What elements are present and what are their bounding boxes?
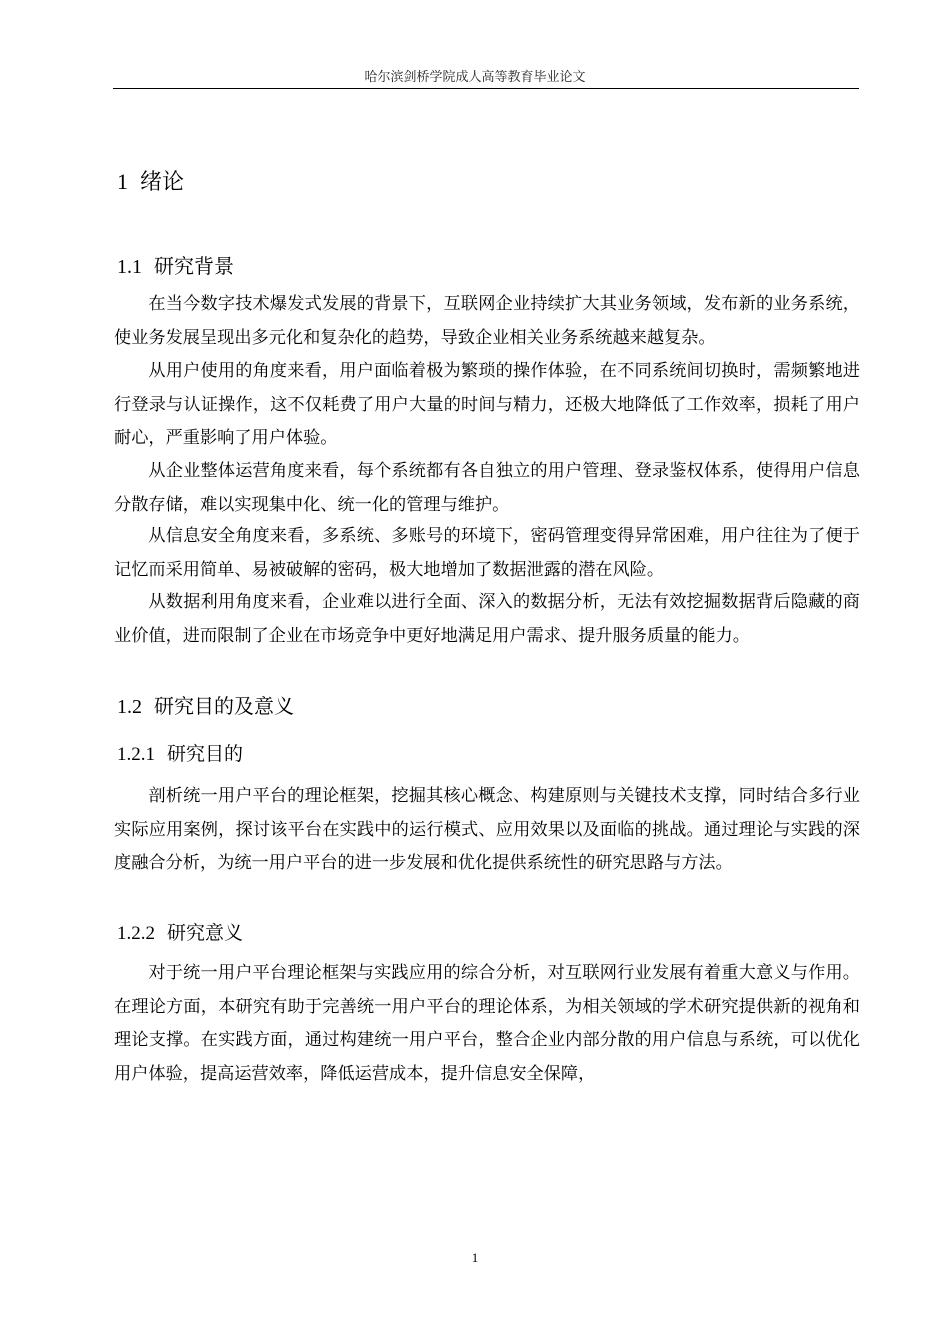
chapter-heading [117, 165, 184, 196]
subsection-title: 研究目的 [167, 743, 244, 765]
paragraph-purpose: 剖析统一用户平台的理论框架，挖掘其核心概念、构建原则与关键技术支撑，同时结合多行业实际应用案例，探讨该平台在实践中的运行模式、应用效果以及面临的挑战。通过理论与实践的深度融合分析，为统一用户平台的进一步发展和优化提供系统性的研究思路与方法。 [114, 786, 860, 873]
subsection-number: 1.2.1 [117, 744, 155, 765]
section-number: 1.1 [117, 256, 142, 278]
paragraph-background-1: 在当今数字技术爆发式发展的背景下，互联网企业持续扩大其业务领域，发布新的业务系统，使业务发展呈现出多元化和复杂化的趋势，导致企业相关业务系统越来越复杂。 [114, 294, 860, 348]
section-heading-1-2 [117, 690, 294, 719]
paragraph-background-4: 从信息安全角度来看，多系统、多账号的环境下，密码管理变得异常困难，用户往往为了便于记忆而采用简单、易被破解的密码，极大地增加了数据泄露的潜在风险。 [114, 526, 860, 580]
running-header: 哈尔滨剑桥学院成人高等教育毕业论文 [364, 70, 586, 85]
subsection-title: 研究意义 [167, 922, 244, 944]
header-divider [113, 88, 859, 89]
paragraph-background-2: 从用户使用的角度来看，用户面临着极为繁琐的操作体验，在不同系统间切换时，需频繁地进行登录与认证操作，这不仅耗费了用户大量的时间与精力，还极大地降低了工作效率，损耗了用户耐心，严重影响了用户体验。 [114, 361, 860, 448]
section-title: 研究背景 [154, 254, 234, 278]
paragraph-significance: 对于统一用户平台理论框架与实践应用的综合分析，对互联网行业发展有着重大意义与作用。在理论方面，本研究有助于完善统一用户平台的理论体系，为相关领域的学术研究提供新的视角和理论支撑。在实践方面，通过构建统一用户平台，整合企业内部分散的用户信息与系统，可以优化用户体验，提高运营效率，降低运营成本，提升信息安全保障， [114, 963, 860, 1084]
page-number: 1 [471, 1250, 479, 1265]
subsection-heading-1-2-1 [117, 739, 243, 766]
section-heading-1-1 [117, 250, 234, 279]
paragraph-background-5: 从数据利用角度来看，企业难以进行全面、深入的数据分析，无法有效挖掘数据背后隐藏的商业价值，进而限制了企业在市场竞争中更好地满足用户需求、提升服务质量的能力。 [114, 592, 860, 646]
subsection-number: 1.2.2 [117, 923, 155, 944]
paragraph-background-3: 从企业整体运营角度来看，每个系统都有各自独立的用户管理、登录鉴权体系，使得用户信息分散存储，难以实现集中化、统一化的管理与维护。 [114, 461, 860, 515]
subsection-heading-1-2-2 [117, 918, 243, 945]
chapter-number: 1 [117, 169, 128, 194]
section-number: 1.2 [117, 696, 142, 718]
section-title: 研究目的及意义 [154, 694, 294, 718]
chapter-title: 绪论 [140, 170, 185, 195]
